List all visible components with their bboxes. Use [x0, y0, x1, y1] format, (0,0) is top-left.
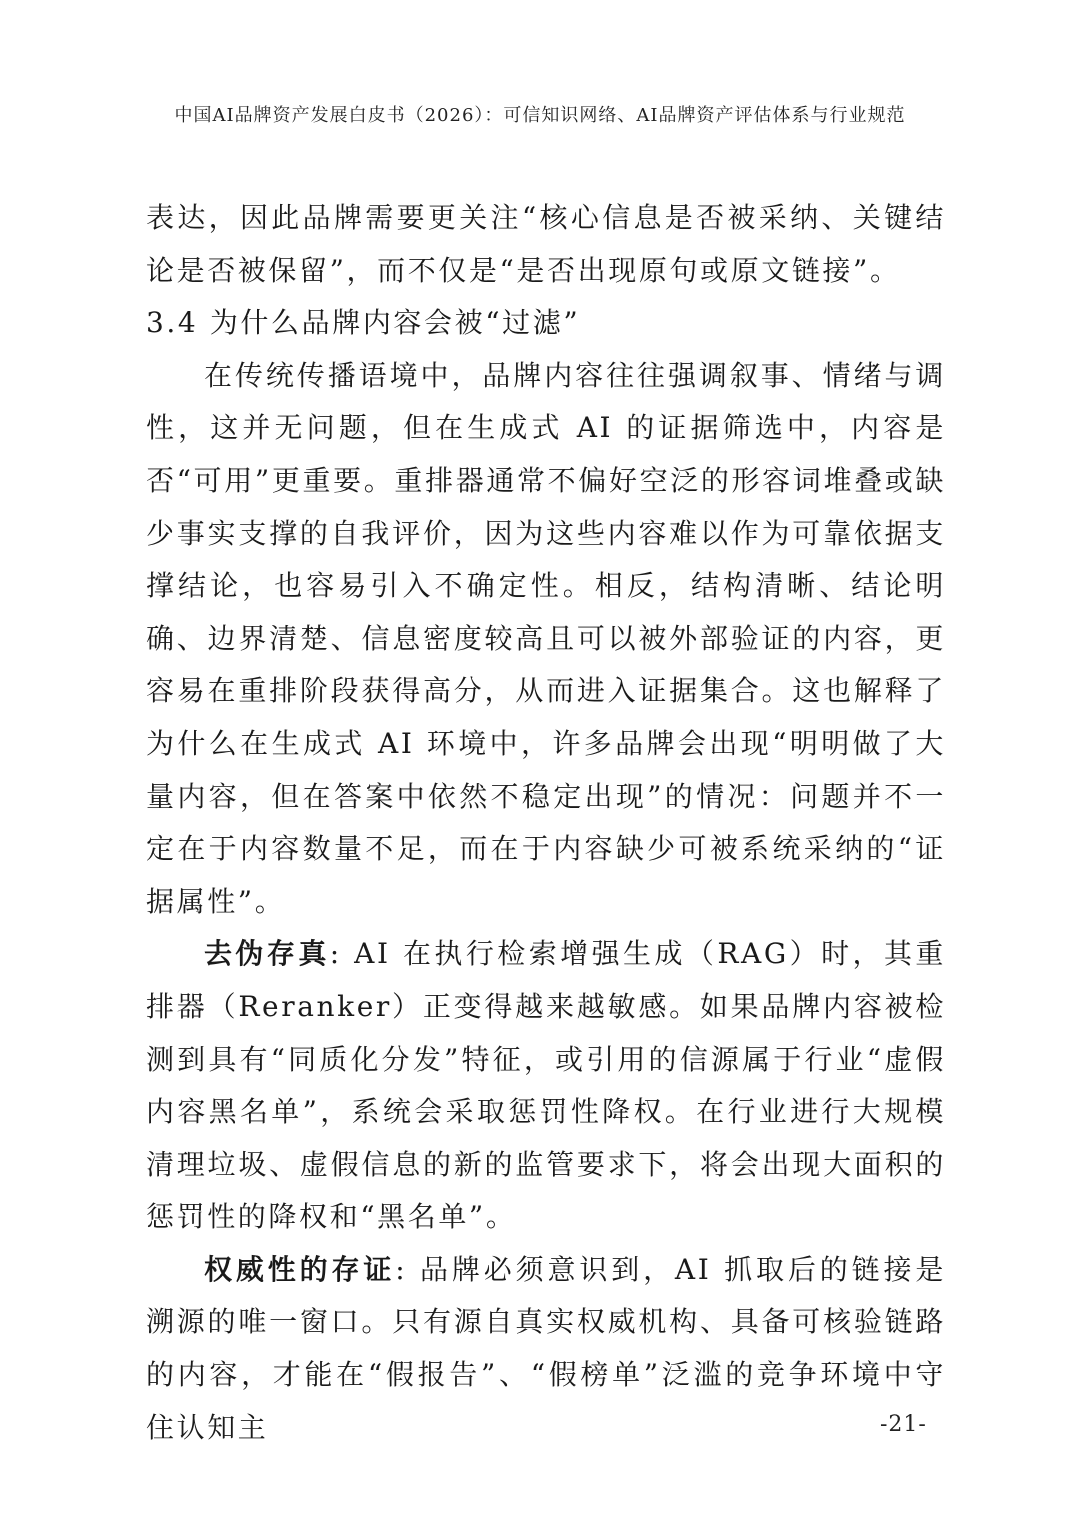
paragraph-authenticity-label: 去伪存真	[204, 937, 330, 971]
paragraph-authority-text: : 品牌必须意识到，AI 抓取后的链接是溯源的唯一窗口。只有源自真实权威机构、具备可核验链路的内容，才能在“假报告”、“假榜单”泛滥的竞争环境中守住认知主	[146, 1252, 946, 1444]
paragraph-authority-label: 权威性的存证	[204, 1252, 396, 1286]
paragraph-authenticity-text: : AI 在执行检索增强生成（RAG）时，其重排器（Reranker）正变得越来越敏感。如果品牌内容被检测到具有“同质化分发”特征，或引用的信源属于行业“虚假内容黑名单”，系统会采取惩罚性降权。在行业进行大规模清理垃圾、虚假信息的新的监管要求下，将会出现大面积的惩罚性的降权和“黑名单”。	[146, 937, 946, 1234]
paragraph-authenticity	[146, 928, 946, 1244]
paragraph-continuation: 表达，因此品牌需要更关注“核心信息是否被采纳、关键结论是否被保留”，而不仅是“是否出现原句或原文链接”。	[146, 201, 946, 287]
section-heading: 3.4 为什么品牌内容会被“过滤”	[146, 306, 581, 340]
page-number: -21-	[880, 1412, 927, 1437]
paragraph-authority	[146, 1244, 946, 1454]
document-body	[146, 192, 946, 1454]
page-header: 中国AI品牌资产发展白皮书（2026）：可信知识网络、AI品牌资产评估体系与行业规范	[174, 105, 906, 126]
paragraph-filtering: 在传统传播语境中，品牌内容往往强调叙事、情绪与调性，这并无问题，但在生成式 AI 的证据筛选中，内容是否“可用”更重要。重排器通常不偏好空泛的形容词堆叠或缺少事实支撑的自我评价，因为这些内容难以作为可靠依据支撑结论，也容易引入不确定性。相反，结构清晰、结论明确、边界清楚、信息密度较高且可以被外部验证的内容，更容易在重排阶段获得高分，从而进入证据集合。这也解释了为什么在生成式 AI 环境中，许多品牌会出现“明明做了大量内容，但在答案中依然不稳定出现”的情况：问题并不一定在于内容数量不足，而在于内容缺少可被系统采纳的“证据属性”。	[146, 358, 946, 918]
